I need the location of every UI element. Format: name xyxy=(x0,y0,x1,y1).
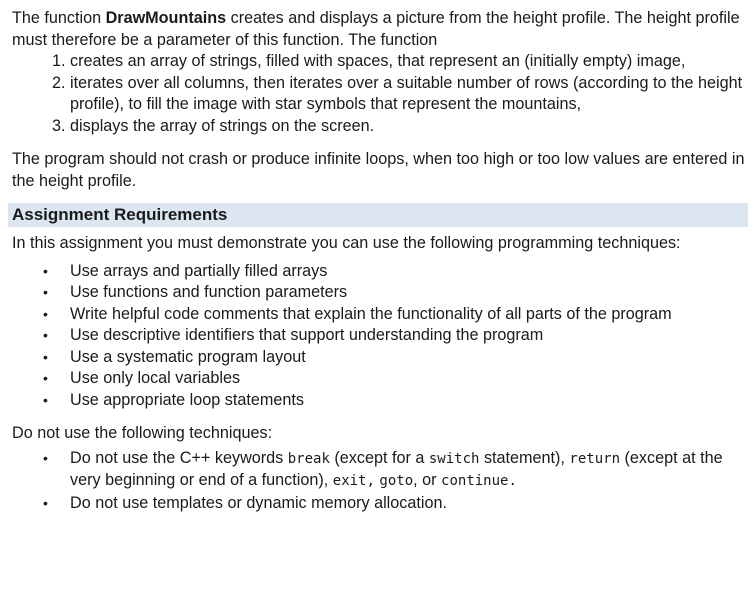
technique-item xyxy=(43,282,748,304)
donts-list xyxy=(12,448,748,515)
keyword-return: return xyxy=(569,450,620,467)
technique-item xyxy=(43,325,748,347)
bullet-icon: • xyxy=(43,391,48,408)
dont-text: Do not use templates or dynamic memory allocation. xyxy=(70,493,447,512)
bullet-icon: • xyxy=(43,327,48,343)
keyword-goto: goto xyxy=(379,473,414,489)
keyword-switch: switch xyxy=(428,450,480,467)
bullet-icon: • xyxy=(43,262,48,279)
step-item: 1. creates an array of strings, filled with spaces, that represent an (initially empty) image, xyxy=(70,51,748,73)
keyword-break: break xyxy=(287,450,330,467)
requirements-intro: In this assignment you must demonstrate you can use the following programming techniques: xyxy=(12,234,681,252)
technique-text: Use a systematic program layout xyxy=(70,347,306,366)
intro-paragraph xyxy=(12,8,748,51)
function-name: DrawMountains xyxy=(105,9,227,27)
dont-text: (except for a xyxy=(329,448,429,467)
technique-item xyxy=(43,261,748,283)
technique-text: Use arrays and partially filled arrays xyxy=(70,261,328,280)
intro-prefix: The function xyxy=(12,9,106,27)
technique-item xyxy=(43,390,748,412)
dont-text: , or xyxy=(413,471,442,489)
step-item: 3. displays the array of strings on the screen. xyxy=(70,116,748,138)
bullet-icon: • xyxy=(43,370,48,386)
technique-text: Write helpful code comments that explain the functionality of all parts of the program xyxy=(70,304,672,323)
donts-intro: Do not use the following techniques: xyxy=(12,424,273,442)
section-heading: Assignment Requirements xyxy=(8,203,748,227)
bullet-icon: • xyxy=(43,305,48,322)
technique-item xyxy=(43,368,748,390)
technique-text: Use functions and function parameters xyxy=(70,283,348,301)
bullet-icon: • xyxy=(43,494,48,511)
dont-text: statement), xyxy=(479,448,570,467)
bullet-icon: • xyxy=(43,284,48,300)
technique-text: Use appropriate loop statements xyxy=(70,390,304,409)
technique-text: Use only local variables xyxy=(70,369,241,387)
dont-item xyxy=(43,493,748,515)
dont-text: (except at the very beginning or end of a function), xyxy=(70,448,723,489)
bullet-icon: • xyxy=(43,348,48,365)
document-page xyxy=(12,8,748,514)
techniques-list xyxy=(12,261,748,412)
technique-text: Use descriptive identifiers that support understanding the program xyxy=(70,326,544,344)
warning-paragraph: The program should not crash or produce infinite loops, when too high or too low values are entered in the height profile. xyxy=(12,150,745,190)
bullet-icon: • xyxy=(43,449,48,466)
technique-item xyxy=(43,347,748,369)
keyword-exit: exit, xyxy=(332,473,375,489)
technique-item xyxy=(43,304,748,326)
steps-list xyxy=(12,51,748,137)
keyword-continue: continue. xyxy=(441,473,517,489)
step-item: 2. iterates over all columns, then iterates over a suitable number of rows (according to the height profile), to fill the image with star symbols that represent the mountains, xyxy=(70,73,748,116)
dont-item xyxy=(43,448,748,493)
dont-text: Do not use the C++ keywords xyxy=(70,448,288,467)
intro-suffix: creates and displays a picture from the height profile. The height profile must therefore be a parameter of this function. The function xyxy=(12,9,740,49)
